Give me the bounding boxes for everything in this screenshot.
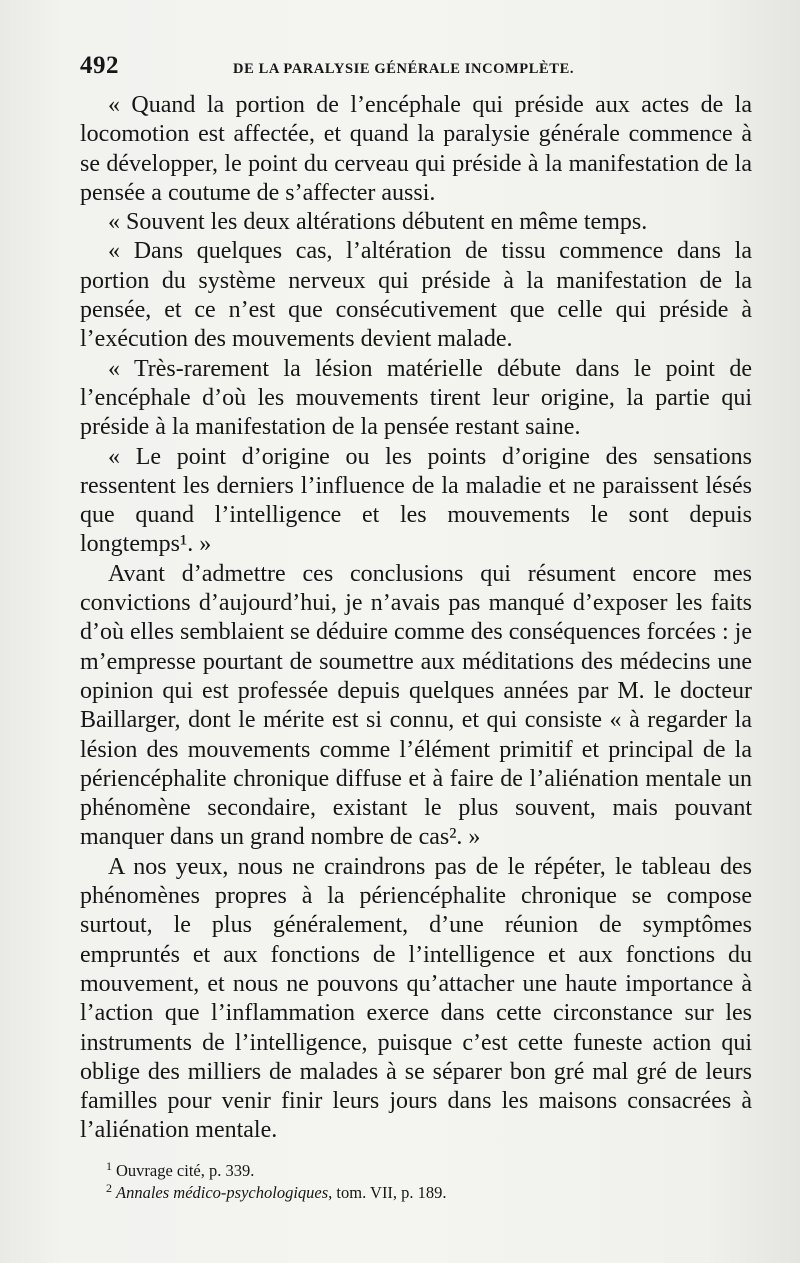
footnote-2 — [106, 1182, 746, 1204]
paragraph-commentary-2: A nos yeux, nous ne craindrons pas de le répéter, le tableau des phénomènes propres à la périencéphalite chronique se compose surtout, le plus généralement, d’une réunion de symptômes empruntés et aux fonctions de l’intelligence et aux fonctions du mouvement, et nous ne pouvons qu’attacher une haute importance à l’action que l’inflammation exerce dans cette circonstance sur les instruments de l’intelligence, puisque c’est cette funeste action qui oblige des milliers de malades à se séparer bon gré mal gré de leurs familles pour venir finir leurs jours dans les maisons consacrées à l’aliénation mentale. — [80, 853, 752, 1144]
running-title: DE LA PARALYSIE GÉNÉRALE INCOMPLÈTE. — [233, 61, 575, 77]
paragraph-commentary-1: Avant d’admettre ces conclusions qui résument encore mes convictions d’aujourd’hui, je n’avais pas manqué d’exposer les faits d’où elles semblaient se déduire comme des conséquences forcées : je m’empresse pourtant de soumettre aux méditations des médecins une opinion qui est professée depuis quelques années par M. le docteur Baillarger, dont le mérite est si connu, et qui consiste « à regarder la lésion des mouvements comme l’élément primitif et principal de la périencéphalite chronique diffuse et à faire de l’aliénation mentale un phénomène secondaire, existant le plus souvent, mais pouvant manquer dans un grand nombre de cas². » — [80, 560, 752, 851]
body-text — [80, 91, 752, 1146]
footnote-1 — [106, 1160, 746, 1182]
footnote-journal-title: Annales médico-psychologiques — [116, 1183, 329, 1202]
footnote-mark: 2 — [106, 1180, 112, 1195]
paragraph-quote-2: « Souvent les deux altérations débutent en même temps. — [108, 209, 648, 236]
paragraph-quote-4: « Très-rarement la lésion matérielle débute dans le point de l’encéphale d’où les mouvements tirent leur origine, la partie qui préside à la manifestation de la pensée restant saine. — [80, 355, 752, 441]
paragraph-quote-1: « Quand la portion de l’encéphale qui préside aux actes de la locomotion est affectée, et quand la paralysie générale commence à se développer, le point du cerveau qui préside à la manifestation de la pensée a coutume de s’affecter aussi. — [80, 92, 752, 206]
footnote-text: , tom. VII, p. 189. — [328, 1183, 447, 1202]
page-header — [80, 52, 752, 86]
footnotes — [106, 1160, 746, 1204]
footnote-text: Ouvrage cité, p. 339. — [116, 1161, 255, 1180]
paragraph-quote-5: « Le point d’origine ou les points d’origine des sensations ressentent les derniers l’influence de la maladie et ne paraissent lésés que quand l’intelligence et les mouvements le sont depuis longtemps¹. » — [80, 443, 752, 558]
footnote-mark: 1 — [106, 1158, 112, 1173]
page-number: 492 — [80, 52, 119, 79]
paragraph-quote-3: « Dans quelques cas, l’altération de tissu commence dans la portion du système nerveux qui préside à la manifestation de la pensée, et ce n’est que consécutivement que celle qui préside à l’exécution des mouvements devient malade. — [80, 238, 752, 353]
